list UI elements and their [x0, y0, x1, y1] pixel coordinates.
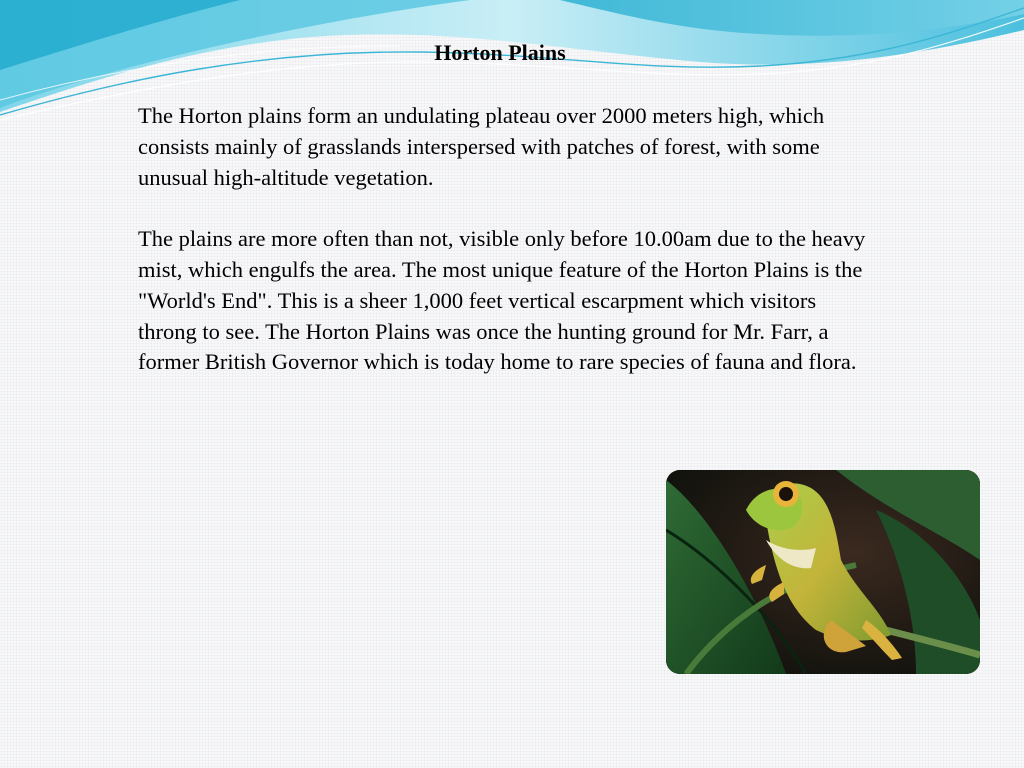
frog-icon	[666, 470, 980, 674]
slide-title: Horton Plains	[434, 40, 566, 65]
slide-body	[138, 101, 868, 409]
frog-photo	[666, 470, 980, 674]
paragraph-1: The Horton plains form an undulating plateau over 2000 meters high, which consists mainly of grasslands interspersed with patches of forest, with some unusual high-altitude vegetation.	[138, 103, 825, 190]
paragraph-2: The plains are more often than not, visible only before 10.00am due to the heavy mist, which engulfs the area. The most unique feature of the Horton Plains is the "World's End". This is a sheer 1,000 feet vertical escarpment which visitors throng to see. The Horton Plains was once the hunting ground for Mr. Farr, a former British Governor which is today home to rare species of fauna and flora.	[138, 226, 866, 375]
